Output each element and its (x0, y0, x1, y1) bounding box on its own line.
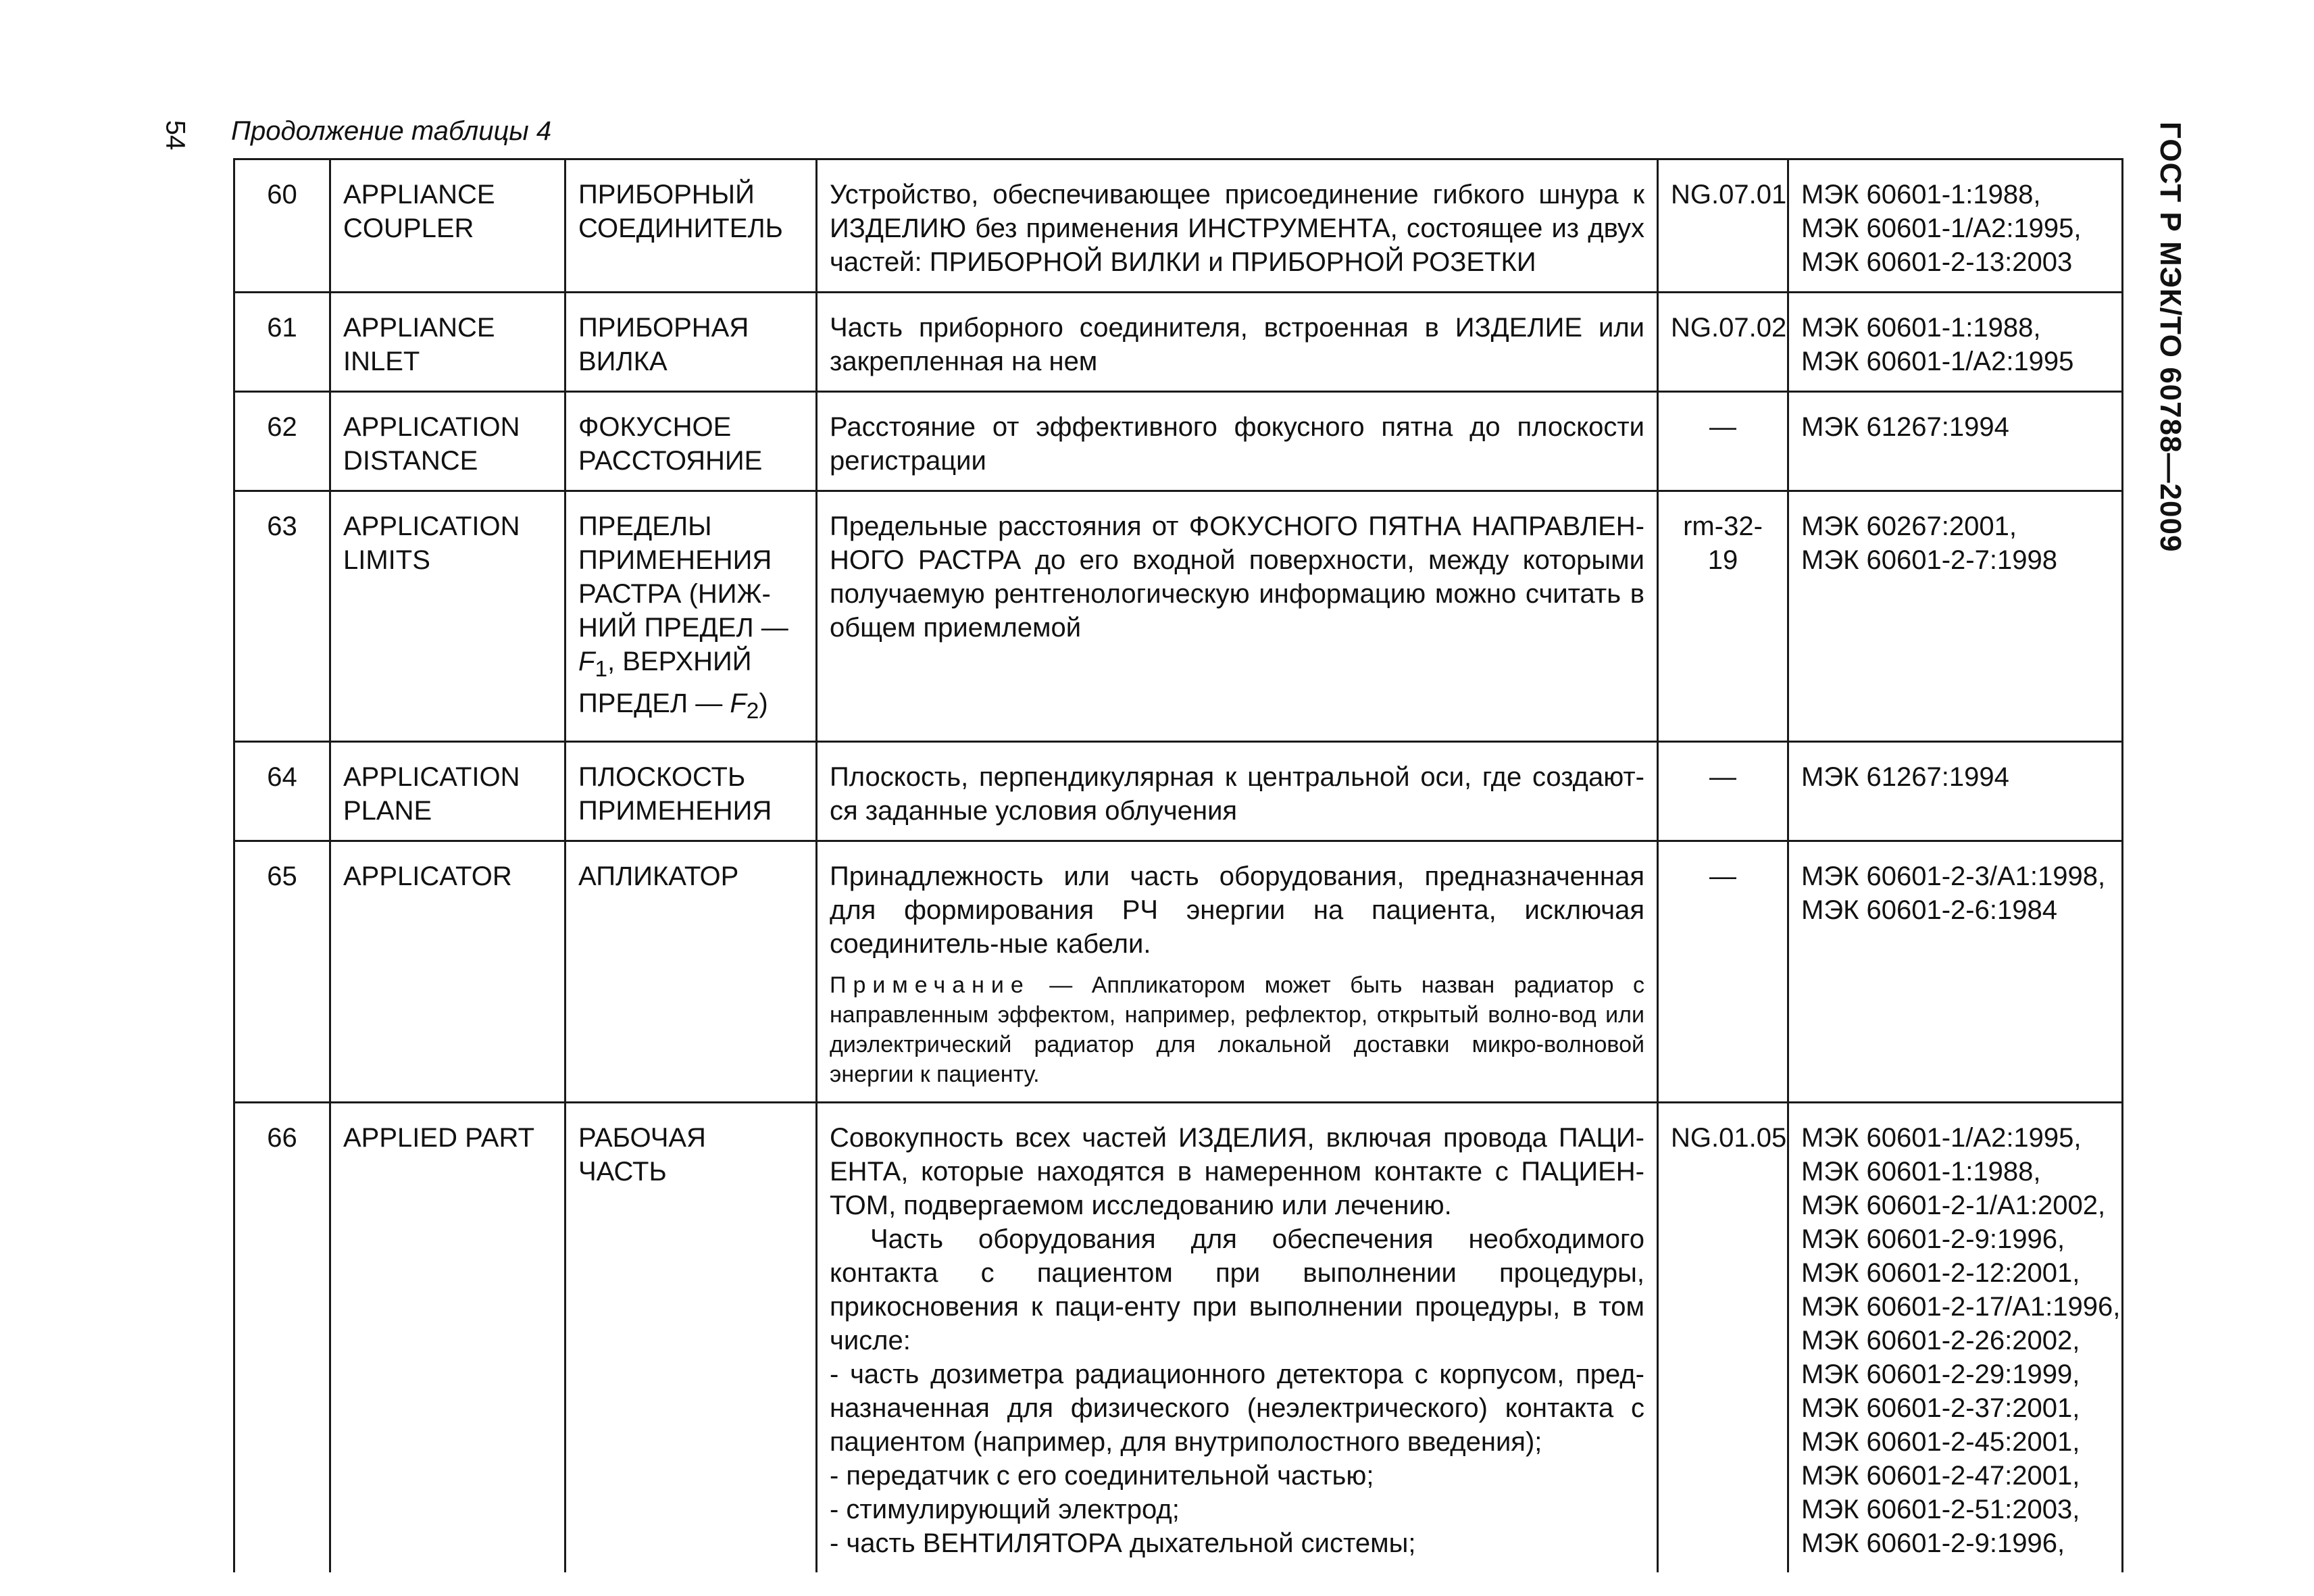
table-row (234, 392, 2123, 491)
terms-table (233, 158, 2123, 1572)
table-row (234, 742, 2123, 841)
term-definition: Совокупность всех частей ИЗДЕЛИЯ, включая провода ПАЦИ-ЕНТА, которые находятся в намеренном контакте с ПАЦИЕН-ТОМ, подвергаемом исследованию или лечению. Часть оборудования для обеспечения необходимого контакта с пациентом при выполнении процедуры, прикосновения к паци-енту при выполнении процедуры, в том числе: - часть дозиметра радиационного детектора с корпусом, пред-назначенная для физического (неэлектрического) контакта с пациентом (например, для внутриполостного введения); - передатчик с его соединительной частью; - стимулирующий электрод; - часть ВЕНТИЛЯТОРА дыхательной системы; (817, 1103, 1658, 1573)
term-code: NG.01.05 (1658, 1103, 1788, 1573)
term-code: — (1658, 742, 1788, 841)
row-number: 66 (234, 1103, 330, 1573)
table-caption: Продолжение таблицы 4 (231, 116, 552, 146)
russian-term: ПРЕДЕЛЫ ПРИМЕНЕНИЯ РАСТРА (НИЖ- НИЙ ПРЕДЕЛ — $F_1$, ВЕРХНИЙ ПРЕДЕЛ — $F_2$) (565, 491, 817, 742)
table-row (234, 159, 2123, 293)
row-number: 63 (234, 491, 330, 742)
row-number: 65 (234, 841, 330, 1103)
row-number: 60 (234, 159, 330, 293)
standard-references: МЭК 61267:1994 (1788, 392, 2123, 491)
english-term: APPLIANCE INLET (330, 293, 565, 392)
russian-term: ПЛОСКОСТЬ ПРИМЕНЕНИЯ (565, 742, 817, 841)
russian-term: ФОКУСНОЕ РАССТОЯНИЕ (565, 392, 817, 491)
term-code: NG.07.01 (1658, 159, 1788, 293)
english-term: APPLICATION PLANE (330, 742, 565, 841)
english-term: APPLICATOR (330, 841, 565, 1103)
document-code: ГОСТ Р МЭК/ТО 60788—2009 (2154, 122, 2187, 553)
russian-term: АПЛИКАТОР (565, 841, 817, 1103)
standard-references: МЭК 60601-1:1988, МЭК 60601-1/А2:1995 (1788, 293, 2123, 392)
standard-references: МЭК 61267:1994 (1788, 742, 2123, 841)
term-definition: Устройство, обеспечивающее присоединение гибкого шнура к ИЗДЕЛИЮ без применения ИНСТРУМЕНТА, состоящее из двух частей: ПРИБОРНОЙ ВИЛКИ и ПРИБОРНОЙ РОЗЕТКИ (817, 159, 1658, 293)
term-definition: Принадлежность или часть оборудования, предназначенная для формирования РЧ энергии на пациента, исключая соединитель-ные кабели. Примечание — Аппликатором может быть назван радиатор с направленным эффектом, например, рефлектор, открытый волно-вод или диэлектрический радиатор для локальной доставки микро-волновой энергии к пациенту. (817, 841, 1658, 1103)
russian-term: ПРИБОРНАЯ ВИЛКА (565, 293, 817, 392)
russian-term: ПРИБОРНЫЙ СОЕДИНИТЕЛЬ (565, 159, 817, 293)
standard-references: МЭК 60601-1/А2:1995, МЭК 60601-1:1988, МЭК 60601-2-1/А1:2002, МЭК 60601-2-9:1996, МЭК 60601-2-12:2001, МЭК 60601-2-17/А1:1996, МЭК 60601-2-26:2002, МЭК 60601-2-29:1999, МЭК 60601-2-37:2001, МЭК 60601-2-45:2001, МЭК 60601-2-47:2001, МЭК 60601-2-51:2003, МЭК 60601-2-9:1996, (1788, 1103, 2123, 1573)
english-term: APPLICATION LIMITS (330, 491, 565, 742)
english-term: APPLICATION DISTANCE (330, 392, 565, 491)
standard-references: МЭК 60267:2001, МЭК 60601-2-7:1998 (1788, 491, 2123, 742)
standard-references: МЭК 60601-2-3/А1:1998, МЭК 60601-2-6:1984 (1788, 841, 2123, 1103)
row-number: 62 (234, 392, 330, 491)
row-number: 61 (234, 293, 330, 392)
term-code: NG.07.02 (1658, 293, 1788, 392)
term-definition: Плоскость, перпендикулярная к центральной оси, где создают-ся заданные условия облучения (817, 742, 1658, 841)
term-code: rm-32-19 (1658, 491, 1788, 742)
standard-references: МЭК 60601-1:1988, МЭК 60601-1/А2:1995, МЭК 60601-2-13:2003 (1788, 159, 2123, 293)
english-term: APPLIED PART (330, 1103, 565, 1573)
table-row (234, 841, 2123, 1103)
page-number: 54 (160, 120, 191, 151)
table-row (234, 1103, 2123, 1573)
term-definition: Расстояние от эффективного фокусного пятна до плоскости регистрации (817, 392, 1658, 491)
term-code: — (1658, 392, 1788, 491)
row-number: 64 (234, 742, 330, 841)
russian-term: РАБОЧАЯ ЧАСТЬ (565, 1103, 817, 1573)
table-row (234, 293, 2123, 392)
definition-note: Примечание — Аппликатором может быть назван радиатор с направленным эффектом, например, рефлектор, открытый волно-вод или диэлектрический радиатор для локальной доставки микро-волновой энергии к пациенту. (830, 972, 1644, 1087)
table-row (234, 491, 2123, 742)
term-definition: Часть приборного соединителя, встроенная в ИЗДЕЛИЕ или закрепленная на нем (817, 293, 1658, 392)
term-definition: Предельные расстояния от ФОКУСНОГО ПЯТНА НАПРАВЛЕН-НОГО РАСТРА до его входной поверхности, между которыми получаемую рентгенологическую информацию можно считать в общем приемлемой (817, 491, 1658, 742)
english-term: APPLIANCE COUPLER (330, 159, 565, 293)
term-code: — (1658, 841, 1788, 1103)
